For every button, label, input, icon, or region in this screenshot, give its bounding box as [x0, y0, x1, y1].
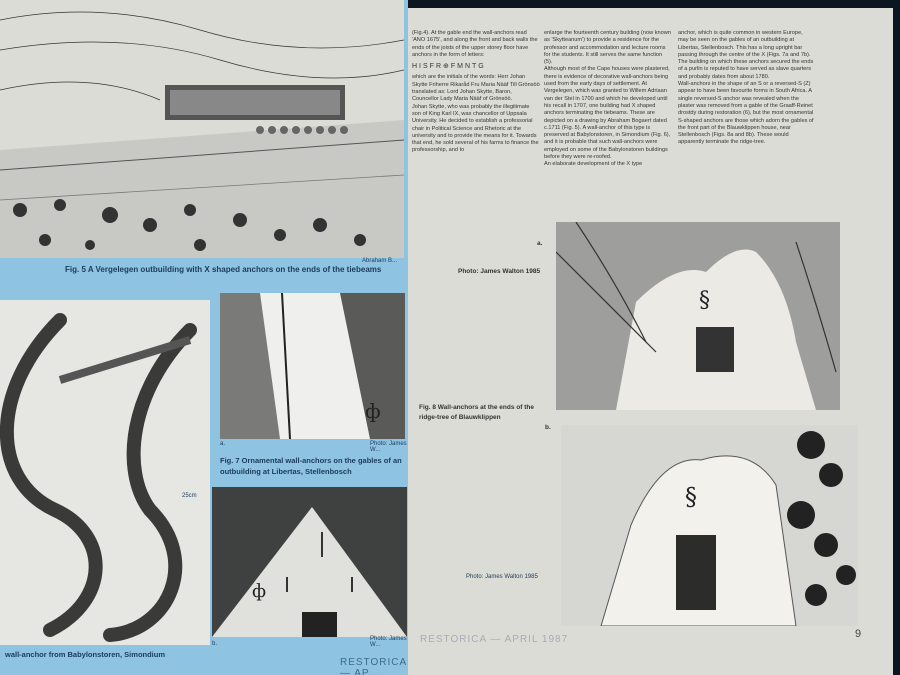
fig8-label-b: b.: [545, 424, 551, 431]
fig8-caption: Fig. 8 Wall-anchors at the ends of the ridge-tree of Blauwklippen: [419, 404, 534, 421]
svg-text:§: §: [699, 288, 710, 313]
col2-para: enlarge the fourteenth century building (now known as 'Skytteanum') to provide a residence for the professor and accommodation and lecture rooms for the students. It still serves the same function (5).: [544, 30, 671, 66]
blauwklippen-gable-photo-b: [561, 425, 858, 626]
right-footer: RESTORICA — APRIL 1987: [420, 634, 569, 645]
libertas-gable-photo-b: [212, 487, 407, 637]
fig8-label-a: a.: [537, 240, 543, 247]
vergelegen-sketch-image: [0, 0, 404, 258]
col2-para: Although most of the Cape houses were plastered, there is evidence of decorative wall-anchors being used from the early days of settlement. At Vergelegen, which was granted to Willem Adriaan van der Stel in 1700 and which he developed until his recall in 1707, one building had X shaped anchors terminating the tiebeams. These are depicted on a drawing by Abraham Bogaert dated c.1711 (Fig. 5). A wall-anchor of this type is preserved at Babylonstoren, in Simondium (Fig. 6), and it is probable that such wall-anchors were employed on some of the Babylonstoren buildings before they were re-roofed.: [544, 66, 671, 161]
fig5-caption: Fig. 5 A Vergelegen outbuilding with X shaped anchors on the ends of the tiebeams: [65, 265, 382, 274]
fig7-credit-a: Photo: James W...: [370, 441, 407, 453]
fig7-credit-b: Photo: James W...: [370, 636, 407, 648]
fig7-label-a: a.: [220, 441, 226, 447]
photo-credit: Photo: James Walton 1985: [458, 268, 541, 275]
fig7-caption: Fig. 7 Ornamental wall-anchors on the gables of an outbuilding at Libertas, Stellenbosch: [220, 456, 402, 476]
blauwklippen-gable-photo-a: [556, 222, 840, 410]
fig7-label-b: b.: [212, 641, 218, 647]
col1-para: translated as: Lord Johan Skytte, Baron, Councellor Lady Maria Nääf of Grönsöö.: [412, 89, 513, 103]
col1-para: Johan Skytte, who was probably the illegitimate son of King Karl IX, was chancellor of Uppsala University. He decided to establish a professorial chair in Political Science and Rhetoric at the university and to provide the means for it. Towards that end, he sold several of his farms to finance the professorship, and to: [412, 103, 539, 154]
col1-initials: HISFR⊕FMNTG: [412, 63, 486, 71]
text-column-3: [678, 30, 814, 147]
col3-para: Wall-anchors in the shape of an S or a reversed-S (Z) appear to have been favourite forms in South Africa. A single reversed-S anchor was revealed when the plaster was removed from a gable of the Graaff-Reinet drostdy during restoration (6), but the most ornamental S-shaped anchors are those which adorn the gables of the front part of the Blauwklippen house, near Stellenbosch (Figs. 8a and 8b). These would apparently terminate the ridge-tree.: [678, 81, 814, 146]
col2-para: An elaborate development of the X type: [544, 161, 643, 168]
wall-anchor-photo: [0, 300, 210, 645]
col1-para: which are the initials of the words: Herr Johan Skytte Friherre Rikaråd Fru Maria Nääf Till Grönsöö: [412, 74, 540, 88]
fig5-credit: Abraham B...: [362, 258, 398, 264]
fig6-caption: wall-anchor from Babylonstoren, Simondium: [5, 650, 166, 659]
svg-text:ф: ф: [365, 399, 381, 423]
libertas-gable-photo-a: [220, 293, 405, 439]
photo-credit-b: Photo: James Walton 1985: [466, 574, 538, 580]
page-number: 9: [855, 628, 862, 640]
scale-label: 25cm: [182, 493, 197, 499]
svg-text:§: §: [685, 483, 697, 511]
left-footer: RESTORICA — AP...: [340, 657, 407, 675]
text-column-1: [412, 30, 540, 155]
svg-text:ф: ф: [252, 581, 267, 602]
col3-para: anchor, which is quite common in western Europe, may be seen on the gables of an outbuilding at Libertas, Stellenbosch. This has a long upright bar passing through the centre of the X (Figs. 7a and 7b). The building on which these anchors secured the ends of a purlin is reputed to have served as slave quarters and probably dates from about 1780.: [678, 30, 814, 80]
left-page: [0, 0, 408, 675]
col1-para: (Fig.4). At the gable end the wall-anchors read 'ANO 1675', and along the front and back walls the ends of the joists of the upper storey floor have anchors in the form of letters:: [412, 30, 538, 58]
text-column-2: [544, 30, 672, 169]
